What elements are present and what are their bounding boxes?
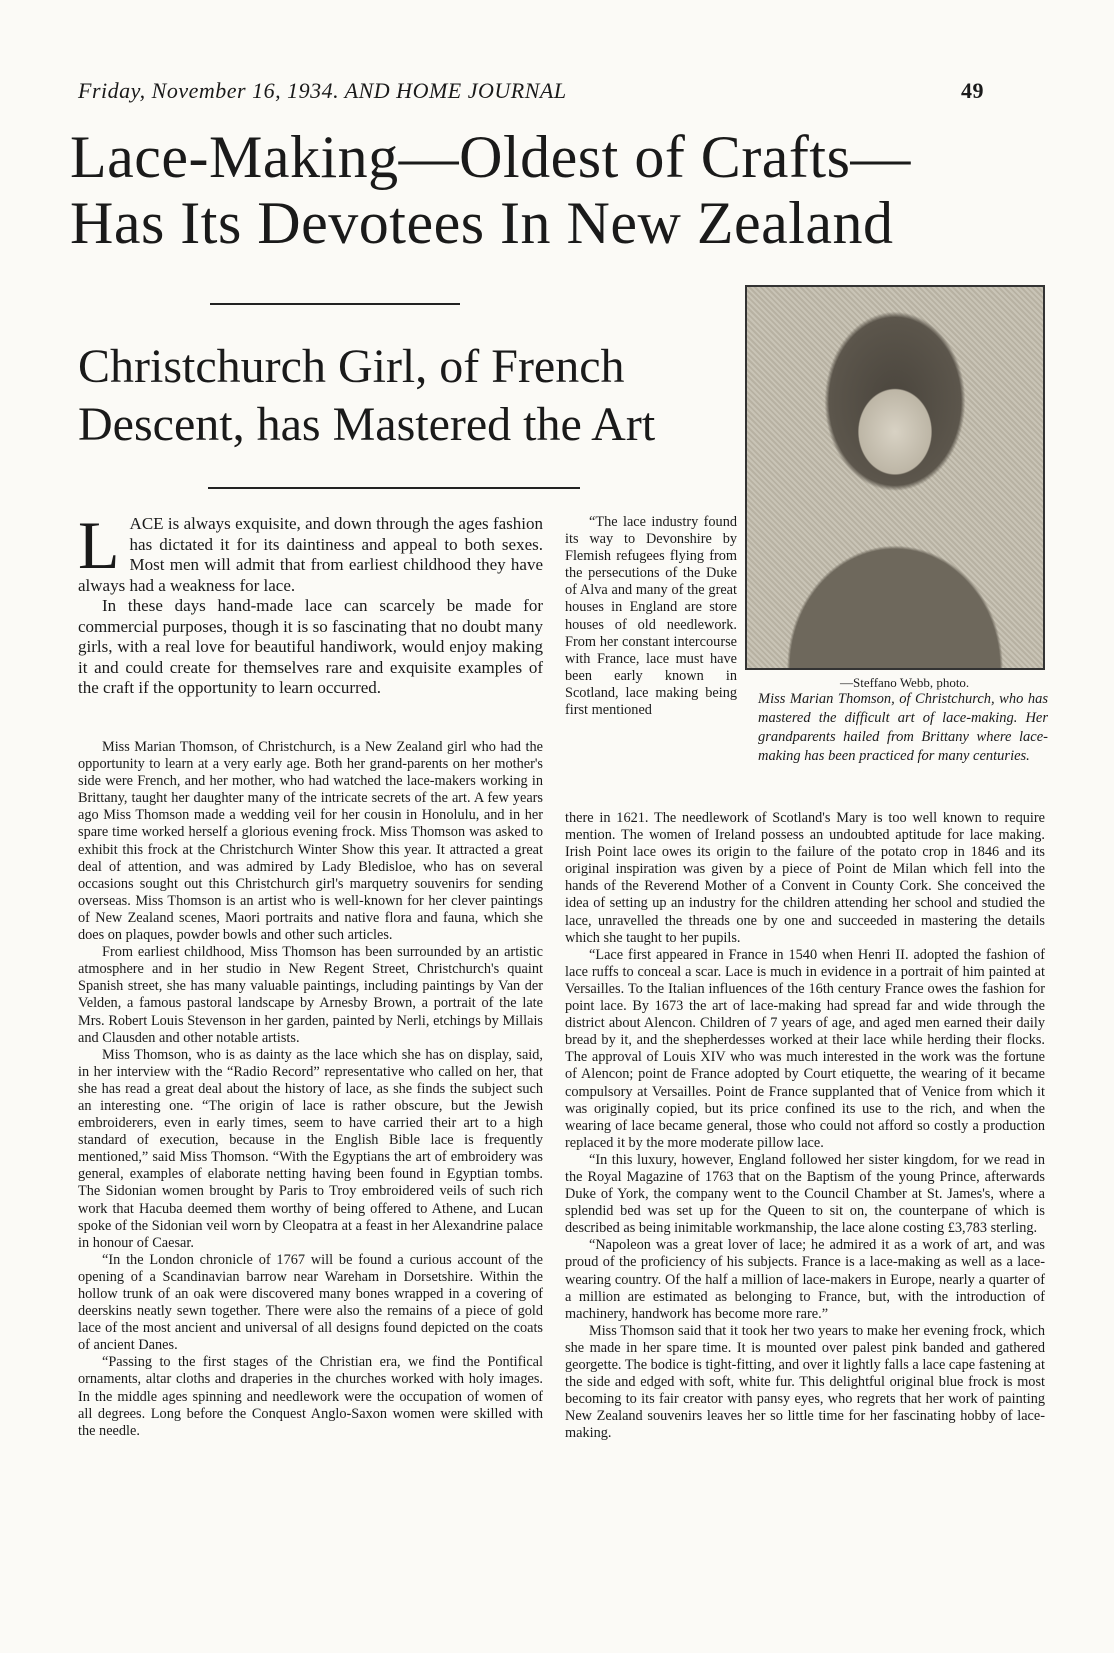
body-paragraph: From earliest childhood, Miss Thomson has been surrounded by an artistic atmosphere and in her studio in New Regent Street, Christchurch's quaint Spanish street, she has many valuable paintings, including paintings by Van der Velden, a famous pastoral landscape by Arnesby Brown, a portrait of the late Mrs. Robert Louis Stevenson in her garden, painted by Nerli, etchings by Millais and Clausden and other notable artists. bbox=[78, 944, 543, 1046]
page-number: 49 bbox=[961, 78, 984, 103]
body-paragraph: Miss Thomson said that it took her two years to make her evening frock, which she made in her spare time. It is mounted over palest pink banded and gathered georgette. The bodice is tight-fitting, and over it lightly falls a lace cape fastening at the side and edged with soft, white fur. This delightful original blue frock is most becoming to its fair creator with pansy eyes, who regrets that her work of painting New Zealand souvenirs leaves her so little time for her fascinating hobby of lace-making. bbox=[565, 1322, 1045, 1442]
article-right-column bbox=[565, 810, 1045, 1442]
dateline: Friday, November 16, 1934. AND HOME JOURNAL bbox=[78, 78, 567, 103]
portrait-photo bbox=[745, 285, 1045, 670]
headline-line-1: Lace-Making—Oldest of Crafts— bbox=[70, 124, 911, 190]
intro-paragraph: In these days hand-made lace can scarcely be made for commercial purposes, though it is so fascinating that no doubt many girls, with a real love for beautiful handiwork, would enjoy making it and could create for themselves rare and exquisite examples of the craft if the opportunity to learn occurred. bbox=[78, 596, 543, 697]
intro-paragraph: ACE is always exquisite, and down through the ages fashion has dictated it for its daintiness and appeal to both sexes. Most men will admit that from earliest childhood they have always had a weakness for lace. bbox=[78, 514, 543, 595]
body-paragraph: Miss Thomson, who is as dainty as the lace which she has on display, said, in her interview with the “Radio Record” representative who called on her, that she has read a great deal about the history of lace, as she finds the subject such an interesting one. “The origin of lace is rather obscure, but the Jewish embroiderers, even in early times, seem to have carried their art to a high standard of execution, because in the English Bible lace is frequently mentioned,” said Miss Thomson. “With the Egyptians the art of embroidery was general, examples of elaborate netting having been found in Egyptian tombs. The Sidonian women brought by Paris to Troy embroidered veils of such rich work that Hacuba deemed them worthy of being offered to Athene, and Lucan spoke of the Sidonian veil worn by Cleopatra at a feast in her Alexandrine palace in honour of Caesar. bbox=[78, 1046, 543, 1251]
body-paragraph: “Lace first appeared in France in 1540 when Henri II. adopted the fashion of lace ruffs to conceal a scar. Lace is much in evidence in a portrait of him painted at Versailles. To the Italian influences of the 16th century France owes the fashion for point lace. By 1673 the art of lace-making had spread far and wide through the district about Alencon. Children of 7 years of age, and aged men earned their daily bread by it, and the shepherdesses worked at their lace while herding their flocks. The approval of Louis XIV who was much interested in the work was the fortune of Alencon; point de France adopted by Court etiquette, the wearing of it became compulsory at Versailles. Point de France supplanted that of Venice from which it was originally copied, but its price confined its use to the rich, and when the wearing of lace became general, those who could not afford so costly a production replaced it by the more moderate pillow lace. bbox=[565, 946, 1045, 1151]
article-left-column bbox=[78, 739, 543, 1440]
photo-caption: Miss Marian Thomson, of Christchurch, who has mastered the difficult art of lace-making. Her grandparents hailed from Brittany where lace-making has been practiced for many centuries. bbox=[758, 691, 1048, 764]
photo-credit: —Steffano Webb, photo. bbox=[840, 675, 970, 690]
subheadline-line-2: Descent, has Mastered the Art bbox=[78, 398, 656, 451]
headline-line-2: Has Its Devotees In New Zealand bbox=[70, 190, 894, 256]
body-paragraph: “Napoleon was a great lover of lace; he admired it as a work of art, and was proud of the proficiency of his subjects. France is a lace-making as well as a lace-wearing country. Of the half a million of lace-makers in Europe, nearly a quarter of a million are estimated as belonging to France, but, with the introduction of machinery, handwork has become more rare.” bbox=[565, 1237, 1045, 1322]
body-paragraph: there in 1621. The needlework of Scotland's Mary is too well known to require mention. The women of Ireland possess an undoubted aptitude for lace making. Irish Point lace owes its origin to the failure of the potato crop in 1846 and its original inspiration was given by a piece of Point de Milan which fell into the hands of the Reverend Mother of a Convent in County Cork. She conceived the idea of setting up an industry for the children attending her school and studied the lace, unravelled the threads one by one and succeeded in mastering the details which she taught to her pupils. bbox=[565, 810, 1045, 946]
divider-rule bbox=[210, 303, 460, 305]
drop-cap: L bbox=[78, 507, 120, 583]
article-narrow-column bbox=[565, 514, 737, 719]
subheadline-line-1: Christchurch Girl, of French bbox=[78, 340, 625, 393]
body-paragraph: “In the London chronicle of 1767 will be found a curious account of the opening of a Scandinavian barrow near Wareham in Dorsetshire. Within the hollow trunk of an oak were discovered many bones wrapped in a covering of deerskins neatly sewn together. There were also the remains of a piece of gold lace of the most ancient and universal of all designs found depicted on the coats of ancient Danes. bbox=[78, 1251, 543, 1354]
body-paragraph: “The lace industry found its way to Devonshire by Flemish refugees flying from the persecutions of the Duke of Alva and many of the great houses in England are store houses of old needlework. From her constant intercourse with France, lace must have been early known in Scotland, lace making being first mentioned bbox=[565, 514, 737, 719]
divider-rule bbox=[208, 487, 580, 489]
subheadline bbox=[78, 338, 728, 454]
headline bbox=[70, 124, 1060, 256]
body-paragraph: Miss Marian Thomson, of Christchurch, is a New Zealand girl who had the opportunity to learn at a very early age. Both her grand-parents on her mother's side were French, and her mother, who had watched the lace-makers working in Brittany, taught her daughter many of the intricate secrets of the art. A few years ago Miss Thomson made a wedding veil for her cousin in Honolulu, and in her spare time worked herself a glorious evening frock. Miss Thomson was asked to exhibit this frock at the Christchurch Winter Show this year. It attracted a great deal of attention, and was admired by Lady Bledisloe, who has on several occasions sought out this Christchurch girl's marquetry souvenirs for sending overseas. Miss Thomson is an artist who is well-known for her clever paintings of New Zealand scenes, Maori portraits and native flora and fauna, which she does on plaques, powder bowls and other such articles. bbox=[78, 739, 543, 944]
body-paragraph: “Passing to the first stages of the Christian era, we find the Pontifical ornaments, altar cloths and draperies in the churches worked with holy images. In the middle ages spinning and needlework were the occupation of women of all degrees. Long before the Conquest Anglo-Saxon women were skilled with the needle. bbox=[78, 1354, 543, 1439]
page-header bbox=[78, 78, 984, 108]
article-intro bbox=[78, 507, 543, 699]
body-paragraph: “In this luxury, however, England followed her sister kingdom, for we read in the Royal Magazine of 1763 that on the Baptism of the young Prince, afterwards Duke of York, the company went to the Council Chamber at St. James's, where a splendid bed was set up for the Queen to sit on, the counterpane of which is described as being inimitable workmanship, the lace alone costing £3,783 sterling. bbox=[565, 1151, 1045, 1237]
